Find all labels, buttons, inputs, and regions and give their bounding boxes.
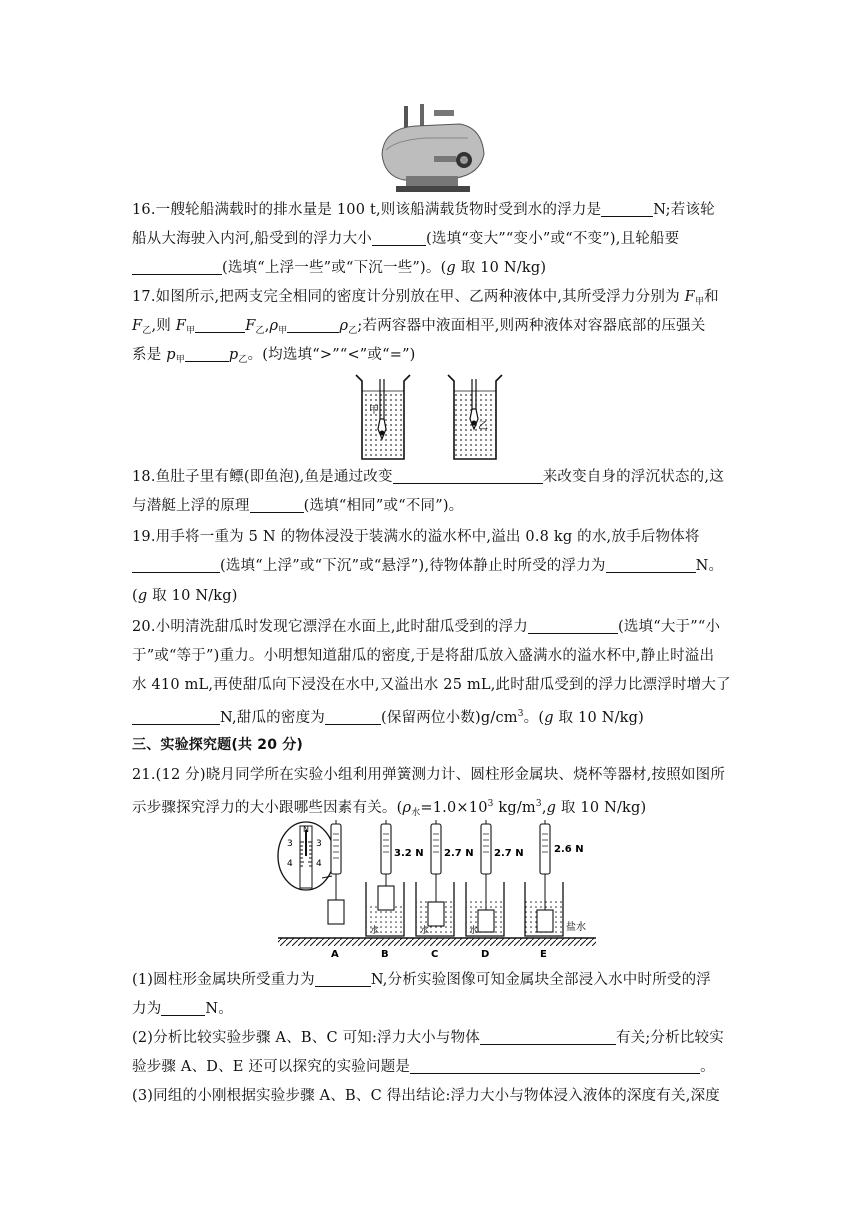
q20-text: 20.小明清洗甜瓜时发现它漂浮在水面上,此时甜瓜受到的浮力 [132,619,528,635]
question-21-part-2-line-1 [132,1024,732,1053]
scale-tick-label: 3 [287,839,293,849]
q16-answer-blank-3[interactable] [132,258,222,275]
section-heading: 三、实验探究题(共 20 分) [132,737,304,753]
question-19-line-3 [132,582,732,611]
q20-text: 于”或“等于”)重力。小明想知道甜瓜的密度,于是将甜瓜放入盛满水的溢水杯中,静止时溢出 [132,648,715,664]
submersible-image [376,100,488,192]
q20-answer-blank-1[interactable] [528,617,618,634]
subscript: 甲 [186,326,196,336]
q17-text: 系是 [132,347,167,363]
q17-text: 和 [704,289,719,305]
q16-text: (选填“上浮一些”或“下沉一些”)。( [222,260,447,276]
q16-text: (选填“变大”“变小”或“不变”),且轮船要 [426,231,680,247]
step-label: A [331,949,339,960]
q21-text: (1)圆柱形金属块所受重力为 [132,972,315,988]
magnified-scale [278,822,334,890]
q20-text: (保留两位小数)g/cm [380,710,518,726]
g-symbol: g [446,260,456,276]
q21-text: =1.0×10 [420,800,488,816]
q21-text: 。 [700,1059,715,1075]
scale-reading: 2.6 N [554,844,584,855]
q19-text: 取 10 N/kg) [147,588,238,604]
question-20-line-4 [132,700,732,733]
question-19-line-2 [132,552,732,581]
g-symbol: g [544,710,554,726]
q17-answer-blank-2[interactable] [287,316,339,333]
question-21-part-2-line-2 [132,1053,732,1082]
q20-text: 。( [523,710,545,726]
q19-text: 19.用手将一重为 5 N 的物体浸没于装满水的溢水杯中,溢出 0.8 kg 的水,放手后物体将 [132,529,700,545]
q20-text: (选填“大于”“小 [617,619,721,635]
scale-unit-label: N [303,825,309,834]
question-21-line-1 [132,761,732,790]
question-20-line-2 [132,642,732,671]
question-19-line-1 [132,523,732,552]
q19-answer-blank-1[interactable] [132,556,220,573]
liquid-label: 水 [370,926,380,936]
subscript: 乙 [348,326,358,336]
superscript: 3 [487,799,494,809]
q17-text: ,则 [151,318,176,334]
q18-text: 来改变自身的浮沉状态的,这 [542,469,724,485]
q17-text: 。(均选填“>”“<”或“=”) [247,347,416,363]
q21-text: 21.(12 分)晓月同学所在实验小组利用弹簧测力计、圆柱形金属块、烧杯等器材,按照如图所 [132,767,726,783]
q21-text: kg/m [493,800,536,816]
question-16-line-2 [132,225,732,254]
scale-tick-label: 3 [316,839,322,849]
q19-answer-blank-2[interactable] [606,556,696,573]
question-18-line-1 [132,463,732,492]
question-17-line-3 [132,341,732,375]
q21-text: N,分析实验图像可知金属块全部浸入水中时所受的浮 [370,972,712,988]
q20-text: 水 410 mL,再使甜瓜向下浸没在水中,又溢出水 25 mL,此时甜瓜受到的浮力比漂浮时增大了 [132,677,731,693]
q20-text: N,甜瓜的密度为 [220,710,325,726]
superscript: 3 [535,799,542,809]
question-17-line-2: $F_乙$,则 $F_甲$ $F_乙,\rho_甲$ $\rho_乙$;若两容器中液面相平,则两种液体对容器底部的压强关 [132,318,706,336]
q17-answer-blank-1[interactable] [195,316,245,333]
scale-tick-label: 4 [287,859,293,869]
q21-text: 有关;分析比较实 [615,1030,724,1046]
q16-answer-blank-2[interactable] [372,229,426,246]
q20-answer-blank-3[interactable] [325,708,381,725]
rho-symbol: ρ [339,318,349,334]
question-16-line-1 [132,196,732,225]
q18-answer-blank-1[interactable] [393,467,543,484]
q21-text: 力为 [132,1001,162,1017]
question-20-line-3 [132,671,732,700]
q19-text: ( [132,588,138,604]
question-21-part-1-line-1 [132,966,732,995]
container-jia [356,375,410,459]
q20-answer-blank-2[interactable] [132,708,220,725]
q21-text: , [541,800,547,816]
p-symbol: p [166,347,176,363]
q21-answer-blank-2[interactable] [161,999,205,1016]
q16-text: N;若该轮 [653,202,715,218]
f-symbol: F [684,289,695,305]
subscript: 甲 [175,355,185,365]
q21-answer-blank-3[interactable] [480,1028,616,1045]
q21-text: 取 10 N/kg) [556,800,647,816]
question-21-part-1-line-2 [132,995,732,1024]
q16-text: 取 10 N/kg) [455,260,547,276]
buoyancy-experiment-figure [274,820,604,960]
liquid-label: 盐水 [566,922,586,933]
question-21-part-3-line-1 [132,1082,732,1111]
scale-tick-label: 4 [316,859,322,869]
subscript: 乙 [142,326,152,336]
subscript: 乙 [255,326,265,336]
subscript: 甲 [278,326,288,336]
q21-text: (2)分析比较实验步骤 A、B、C 可知:浮力大小与物体 [132,1030,480,1046]
q21-text: 验步骤 A、D、E 还可以探究的实验问题是 [132,1059,411,1075]
question-16-line-3 [132,254,732,283]
label-yi: 乙 [478,421,488,432]
q18-text: 18.鱼肚子里有鳔(即鱼泡),鱼是通过改变 [132,469,393,485]
container-yi [448,375,502,459]
q16-text: 船从大海驶入内河,船受到的浮力大小 [132,231,373,247]
q18-text: (选填“相同”或“不同”)。 [303,498,464,514]
q16-text: 16.一艘轮船满载时的排水量是 100 t,则该船满载货物时受到水的浮力是 [132,202,602,218]
q17-answer-blank-3[interactable] [185,345,229,362]
subscript: 乙 [238,355,248,365]
scale-reading: 3.2 N [394,848,424,859]
q21-text: N。 [205,1001,233,1017]
step-label: B [381,949,389,960]
q18-text: 与潜艇上浮的原理 [132,498,250,514]
f-symbol: F [175,318,187,334]
f-symbol: F [245,318,256,334]
f-symbol: F [132,318,143,334]
scale-reading: 2.7 N [494,848,524,859]
g-symbol: g [137,588,148,604]
q21-answer-blank-1[interactable] [315,970,371,987]
label-jia: 甲 [369,405,379,416]
g-symbol: g [546,800,557,816]
q21-text: (3)同组的小刚根据实验步骤 A、B、C 得出结论:浮力大小与物体浸入液体的深度有关,深度 [132,1088,720,1104]
subscript: 水 [411,808,421,818]
question-20-line-1 [132,613,732,642]
hydrometer-figure [354,373,504,463]
rho-symbol: ρ [269,318,279,334]
question-18-line-2 [132,492,732,521]
q21-answer-blank-4[interactable] [410,1057,700,1074]
q20-text: 取 10 N/kg) [553,710,644,726]
liquid-label: 水 [469,926,479,936]
q21-text: 示步骤探究浮力的大小跟哪些因素有关。( [132,800,403,816]
q17-text: ;若两容器中液面相平,则两种液体对容器底部的压强关 [357,318,706,334]
p-symbol: p [228,347,239,363]
q17-text: 17.如图所示,把两支完全相同的密度计分别放在甲、乙两种液体中,其所受浮力分别为 [132,289,685,305]
step-label: C [431,949,439,960]
q19-text: N。 [695,558,724,574]
rho-symbol: ρ [402,800,412,816]
superscript: 3 [517,709,524,719]
q19-text: (选填“上浮”或“下沉”或“悬浮”),待物体静止时所受的浮力为 [220,558,606,574]
step-label: E [540,949,547,960]
subscript: 甲 [694,297,705,307]
q16-answer-blank-1[interactable] [601,200,653,217]
scale-reading: 2.7 N [444,848,474,859]
step-label: D [481,949,490,960]
liquid-label: 水 [420,926,430,936]
q18-answer-blank-2[interactable] [250,496,304,513]
